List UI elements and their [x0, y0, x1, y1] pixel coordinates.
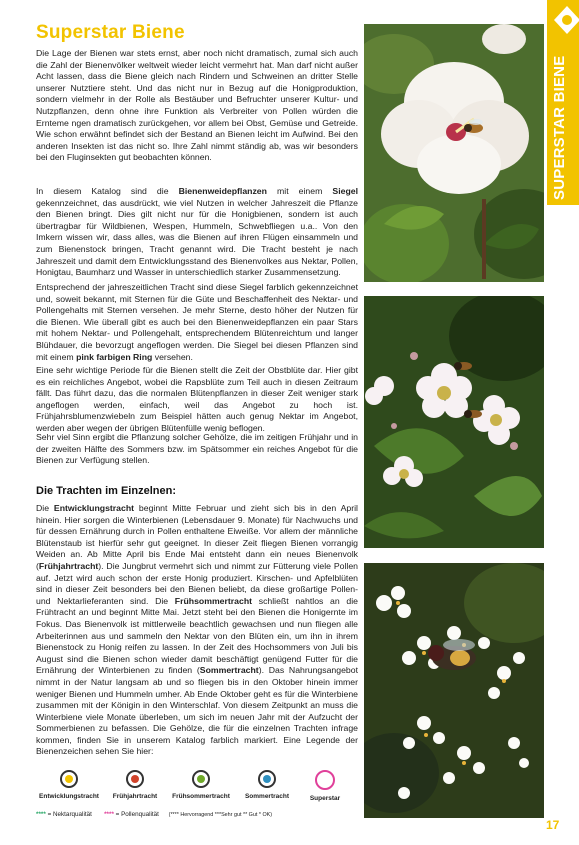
paragraph-text: Entsprechend der jahreszeitlichen Tracht sind diese Siegel farblich gekennzeichnet und, soweit bekannt, mit Sternen für die Güte und Beschaffenheit des Nektar- und Pollengehalts mit Sternen versehen. Je mehr Sterne, desto höher der Nutzen für die Bienen. Wie überall gibt es auch bei den Bienenweidepflanzen ein paar Stars mit hohem Nektar- und Pollengehalt, entsprechendem Blütenreichtum und langer Blühdauer, die bevorzugt angeflogen werden. Die Siegel bei diesen Pflanzen sind mit einem pink farbigen Ring versehen.: [36, 282, 358, 362]
photo-illustration: [364, 24, 544, 282]
white-hibiscus-with-bee-photo: [364, 24, 544, 282]
bee-seal-icon: [126, 770, 144, 788]
photo-illustration: [364, 296, 544, 548]
pollen-stars: ****: [104, 811, 114, 818]
fruit-blossom-paragraph: [36, 365, 358, 435]
section-heading: Die Trachten im Einzelnen:: [36, 485, 176, 497]
paragraph-text: Die Entwicklungstracht beginnt Mitte Februar und zieht sich bis in den April hinein. Hier sorgen die Winterbienen (Lebensdauer 9. Monate) für Nachwuchs und für dessen Ernährung durch in Pollen enthaltene Eiweiße. Vor allem der männliche Blütenstaub ist hierfür sehr gut geeignet. In dieser Zeit fliegen Bienen vorrangig Weiden an. Ab Mitte April bis Ende Mai entsteht dann ein neues Bienenvolk (Frühjahrtracht). Die Jungbrut vermehrt sich und nimmt zur Fütterung viele Pollen auf. Jetzt wird auch schon der erste Honig produziert. Kirschen- und Apfelblüten sind in dieser Zeit besonders bei den Bienen beliebt, da diese großartige Pollen- und Nektarlieferanten sind. Die Frühsommertracht schließt nahtlos an die Frühtracht an und beginnt Mitte Mai. Jetzt steht bei den Bienen die Honigernte im Fokus. Das Bienenvolk ist mittlerweile beachtlich gewachsen und nun fliegen alle Arbeiterinnen aus und sammeln den Nektar von den Blüten ein, um ihn in ihrem Bienenstock zu Honig reifen zu lassen. In der Zeit des Hochsommers von Juli bis August sind die Bienen schon wieder damit beschäftigt genügend Futter für die Ernährung der Winterbienen zu finden (Sommertracht). Das Nahrungsangebot nimmt in der Natur langsam ab und so fliegen bis in den Oktober hinein immer weniger Bienen und Hummeln umher. Ab Ende Oktober geht es für die Winterbiene zusammen mit der Königin in den Winterschlaf. Von diesem Zeitpunkt an muss die Winterbiene viele Monate überleben, um sich im neuen Jahr mit der Aufzucht der Sommerbienen zu befassen. Die Gehölze, die für die einzelnen Trachten infrage kommen, finden Sie in unserem Katalog farblich markiert. Eine Legende der Bienenzeichen sehen Sie hier:: [36, 503, 359, 757]
page-title: Superstar Biene: [36, 22, 185, 43]
legend-item-fruehjahrtracht: Frühjahrtracht: [102, 770, 168, 800]
paragraph-text: Eine sehr wichtige Periode für die Bienen stellt die Zeit der Obstblüte dar. Hier gibt es ein reichliches Angebot, wobei die Rapsblüte zum Teil auch in diesen Zeitraum fällt. Das führt dazu, das die normalen Blütenpflanzen in dieser Zeit weniger stark angeflogen werden, einfach, weil das Angebot zu hoch ist. Frühjahrsblumenzwiebeln zum Beispiel hätten auch genug Nektar im Angebot, werden aber wegen der übrigen Blütenfülle wenig beflogen.: [36, 365, 358, 433]
rating-note: (**** Hervorragend ***Sehr gut ** Gut * OK): [168, 812, 273, 818]
seal-paragraph: [36, 186, 358, 279]
trachten-paragraph: [36, 503, 358, 758]
blackberry-blossoms-with-bees-photo: [364, 296, 544, 548]
bee-logo-icon: [551, 4, 579, 36]
bee-seal-icon: [60, 770, 78, 788]
photo-illustration: [364, 563, 544, 818]
page-number: 17: [546, 818, 560, 832]
white-flowers-with-hoverfly-photo: [364, 563, 544, 818]
side-tab-label: SUPERSTAR BIENE: [551, 55, 568, 200]
legend-item-sommertracht: Sommertracht: [234, 770, 300, 800]
planting-paragraph: [36, 432, 358, 467]
stars-paragraph: [36, 282, 358, 363]
bee-seal-legend: [36, 770, 358, 806]
legend-item-entwicklungstracht: Entwicklungstracht: [36, 770, 102, 800]
legend-item-superstar: Superstar: [292, 770, 358, 802]
bee-seal-icon: [258, 770, 276, 788]
nectar-stars: ****: [36, 811, 46, 818]
quality-key: [36, 811, 366, 818]
paragraph-text: Sehr viel Sinn ergibt die Pflanzung solcher Gehölze, die im zeitigen Frühjahr und in der zweiten Hälfte des Sommers bzw. im Spätsommer ein reiches Angebot für die Bienen zur Verfügung stellen.: [36, 432, 358, 466]
pollen-label: = Pollenqualität: [115, 811, 159, 818]
pink-ring-icon: [315, 770, 335, 790]
intro-paragraph: [36, 48, 358, 164]
legend-item-fruehsommertracht: Frühsommertracht: [168, 770, 234, 800]
bee-seal-icon: [192, 770, 210, 788]
paragraph-text: In diesem Katalog sind die Bienenweidepflanzen mit einem Siegel gekennzeichnet, das ausdrückt, wie viel Nutzen in welcher Jahreszeit die Pflanze den Bienen bringt. Dies gilt nicht nur für die Honigbienen, sondern ist auch übertragbar für Wildbienen, Wespen, Hummeln, Schwebfliegen u.a.. Von den Imkern wissen wir, dass alles, was die Bienen auf ihren Flügen einsammeln und zum Bienenstock bringen, Tracht genannt wird. Die Tracht besteht je nach Jahreszeit und damit dem Entwicklungsstand des Bienenvolkes aus Nektar, Pollen, Honigtau, Baumharz und Wasser in unterschiedlich starker Zusammensetzung.: [36, 186, 358, 278]
nectar-label: = Nektarqualität: [47, 811, 92, 818]
paragraph-text: Die Lage der Bienen war stets ernst, aber noch nicht dramatisch, zumal sich auch die Zahl der Bienenvölker weltweit wieder leicht vermehrt hat. Man darf nicht außer Acht lassen, dass die Biene gleich nach Rindern und Schweinen an dritter Stelle unserer Nutztiere steht. Und das nicht nur in Bezug auf die Honigproduktion, sondern vielmehr in der Rolle als Bestäuber und Befruchter unserer Kultur- und Nutzpflanzen, denn ohne ihre Funktion als Verbreiter von Pollen würden die Ernteme ngen dramatisch zurückgehen, vor allem bei Obst, Gemüse und Getreide. Wie schon erwähnt befindet sich der Bestand an Bienen leicht im Aufwind. Bei den anderen Insekten ist das nicht so. Ihre Zahl nimmt ständig ab, was wir besonders bei den Fluginsekten gut beobachten können.: [36, 48, 358, 163]
